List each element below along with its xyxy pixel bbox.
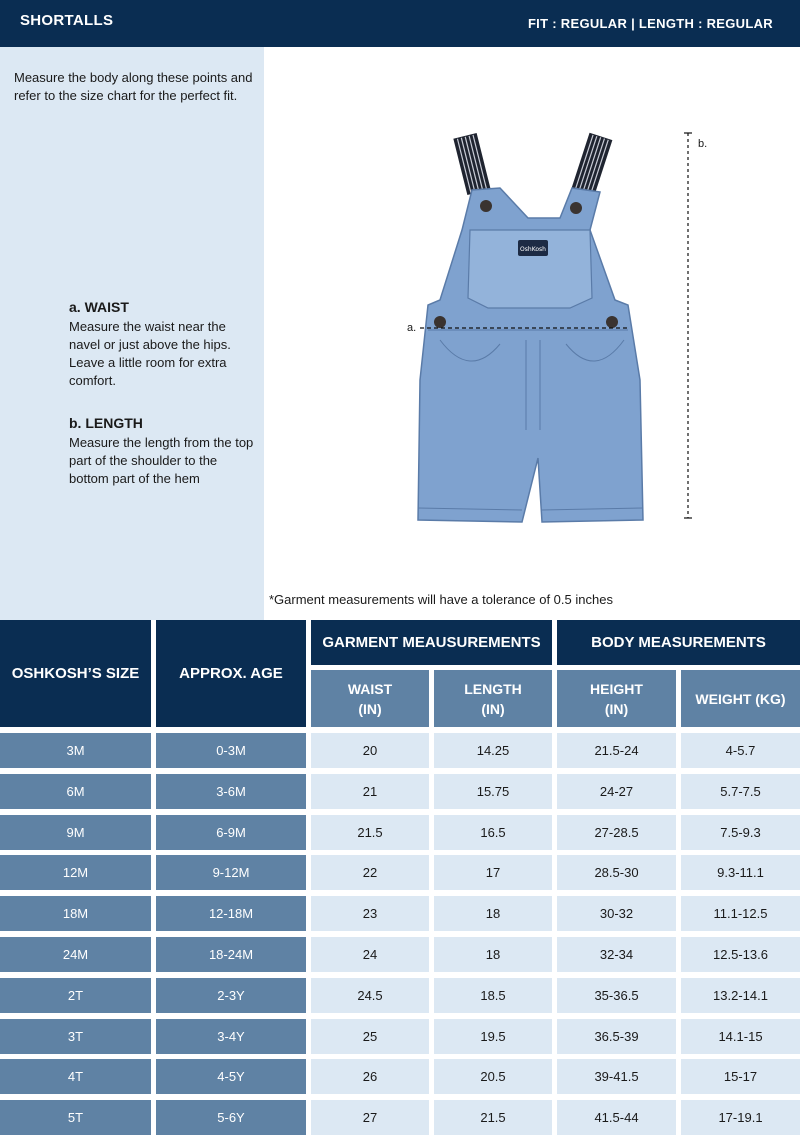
waist-text: Measure the waist near the navel or just above the hips. Leave a little room for extra comfort. [69,319,231,388]
col-header-size: OSHKOSH’S SIZE [0,620,151,727]
cell-weight: 7.5-9.3 [681,815,800,850]
cell-size: 3T [0,1019,151,1054]
cell-age: 18-24M [156,937,306,972]
strap-right [572,133,613,196]
cell-waist: 21.5 [311,815,429,850]
cell-length: 14.25 [434,733,552,768]
cell-height: 35-36.5 [557,978,676,1013]
cell-length: 18.5 [434,978,552,1013]
group-header-garment: GARMENT MEAUSUREMENTS [311,620,552,665]
cell-size: 12M [0,855,151,890]
cell-age: 3-4Y [156,1019,306,1054]
cell-length: 18 [434,896,552,931]
cell-length: 21.5 [434,1100,552,1135]
cell-waist: 20 [311,733,429,768]
cell-height: 32-34 [557,937,676,972]
cell-age: 9-12M [156,855,306,890]
cell-size: 18M [0,896,151,931]
page-header [0,0,800,47]
cell-length: 17 [434,855,552,890]
cell-height: 21.5-24 [557,733,676,768]
page-title: SHORTALLS [20,12,114,29]
intro-text: Measure the body along these points and refer to the size chart for the perfect fit. [14,70,253,103]
cell-age: 2-3Y [156,978,306,1013]
length-heading: b. LENGTH [69,415,143,431]
cell-height: 36.5-39 [557,1019,676,1054]
cell-size: 2T [0,978,151,1013]
waist-instruction [69,298,254,390]
cell-waist: 21 [311,774,429,809]
sub-header-height: HEIGHT (IN) [557,670,676,727]
length-instruction [69,414,254,488]
sub-header-length: LENGTH (IN) [434,670,552,727]
cell-height: 24-27 [557,774,676,809]
strap-left [453,133,490,195]
waist-marker-label: a. [407,322,417,334]
shortalls-illustration [400,130,730,530]
cell-waist: 26 [311,1059,429,1094]
cell-waist: 22 [311,855,429,890]
cell-weight: 13.2-14.1 [681,978,800,1013]
cell-height: 39-41.5 [557,1059,676,1094]
waist-heading: a. WAIST [69,299,129,315]
cell-size: 3M [0,733,151,768]
cell-weight: 9.3-11.1 [681,855,800,890]
cell-height: 30-32 [557,896,676,931]
cell-length: 20.5 [434,1059,552,1094]
length-text: Measure the length from the top part of the shoulder to the bottom part of the hem [69,435,254,486]
cell-waist: 24.5 [311,978,429,1013]
brand-patch-text: OshKosh [520,246,546,253]
cell-length: 19.5 [434,1019,552,1054]
cell-age: 6-9M [156,815,306,850]
cell-age: 5-6Y [156,1100,306,1135]
cell-waist: 24 [311,937,429,972]
cell-size: 24M [0,937,151,972]
cell-weight: 4-5.7 [681,733,800,768]
cell-weight: 11.1-12.5 [681,896,800,931]
cell-size: 9M [0,815,151,850]
cell-weight: 17-19.1 [681,1100,800,1135]
cell-length: 18 [434,937,552,972]
length-marker-label: b. [698,138,708,150]
sub-header-waist: WAIST (IN) [311,670,429,727]
instructions-panel [0,47,264,620]
cell-waist: 27 [311,1100,429,1135]
cell-length: 15.75 [434,774,552,809]
cell-height: 41.5-44 [557,1100,676,1135]
tolerance-note: *Garment measurements will have a tolerance of 0.5 inches [269,592,613,607]
cell-weight: 15-17 [681,1059,800,1094]
cell-waist: 25 [311,1019,429,1054]
cell-weight: 14.1-15 [681,1019,800,1054]
cell-waist: 23 [311,896,429,931]
cell-weight: 12.5-13.6 [681,937,800,972]
cell-size: 6M [0,774,151,809]
col-header-age: APPROX. AGE [156,620,306,727]
cell-age: 3-6M [156,774,306,809]
sub-header-weight: WEIGHT (KG) [681,670,800,727]
cell-size: 5T [0,1100,151,1135]
cell-size: 4T [0,1059,151,1094]
cell-height: 27-28.5 [557,815,676,850]
cell-age: 12-18M [156,896,306,931]
cell-length: 16.5 [434,815,552,850]
fit-info: FIT : REGULAR | LENGTH : REGULAR [527,16,773,31]
cell-age: 4-5Y [156,1059,306,1094]
group-header-body: BODY MEASUREMENTS [557,620,800,665]
cell-age: 0-3M [156,733,306,768]
cell-weight: 5.7-7.5 [681,774,800,809]
cell-height: 28.5-30 [557,855,676,890]
